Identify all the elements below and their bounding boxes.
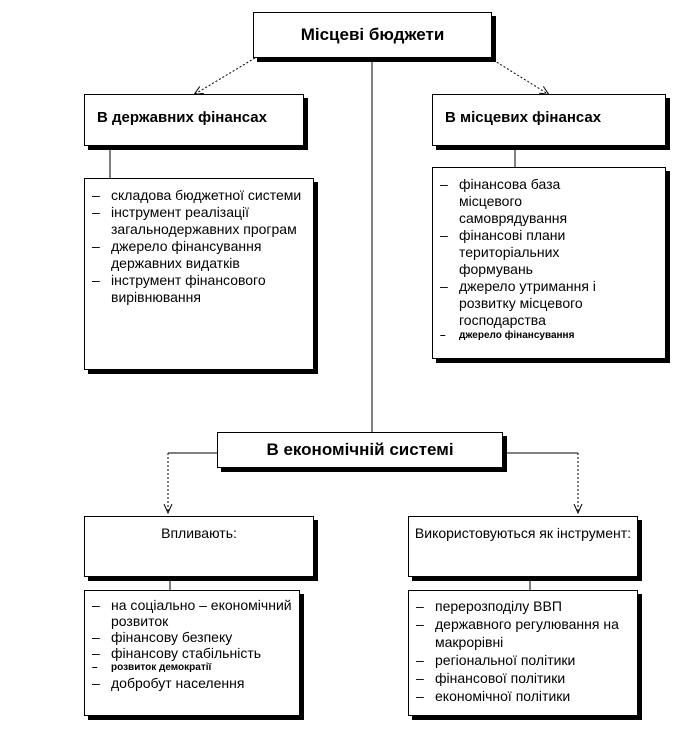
list-item: – фінансова база місцевого самоврядування [433,176,625,227]
economic-system-heading: В економічній системі [266,440,454,459]
local-finance-heading: В місцевих фінансах [445,109,602,126]
main-title: Місцеві бюджети [300,25,445,44]
list-item: – фінансову безпеку [85,629,299,645]
influence-heading: Впливають: [161,525,237,541]
local-finance-list [433,176,665,343]
influence-heading-box [84,516,314,577]
list-item: – джерело фінансування [433,329,625,343]
list-item: – складова бюджетної системи [85,187,313,204]
local-finance-heading-box [432,94,666,146]
list-item: – фінансової політики [409,669,637,687]
arrow-main-to-local [490,58,548,94]
list-item: – інструмент реалізації загальнодержавних програм [85,204,313,238]
list-item: – на соціально – економічний розвиток [85,597,299,629]
arrow-main-to-state [195,58,255,94]
influence-list-box [84,590,300,716]
main-title-box [253,12,492,58]
state-finance-heading-box [84,94,304,146]
list-item: – економічної політики [409,687,637,705]
list-item: – розвиток демократії [85,661,299,675]
list-item: – добробут населення [85,675,299,691]
economic-system-box [217,432,503,468]
list-item: – перерозподілу ВВП [409,597,637,615]
list-item: – фінансові плани територіальних формувань [433,227,625,278]
state-finance-list-box [84,178,314,370]
state-finance-heading: В державних фінансах [97,109,267,126]
list-item: – джерело утримання і розвитку місцевого господарства [433,278,625,329]
list-item: – фінансову стабільність [85,645,299,661]
influence-list [85,597,299,691]
list-item: – державного регулювання на макрорівні [409,615,637,651]
list-item: – регіональної політики [409,651,637,669]
list-item: – джерело фінансування державних видатків [85,238,313,272]
instrument-list [409,597,637,705]
local-finance-list-box [432,167,666,359]
state-finance-list [85,187,313,306]
list-item: – інструмент фінансового вирівнювання [85,272,313,306]
instrument-list-box [408,590,638,716]
instrument-heading: Використовуються як інструмент: [414,525,632,541]
instrument-heading-box [408,516,638,577]
